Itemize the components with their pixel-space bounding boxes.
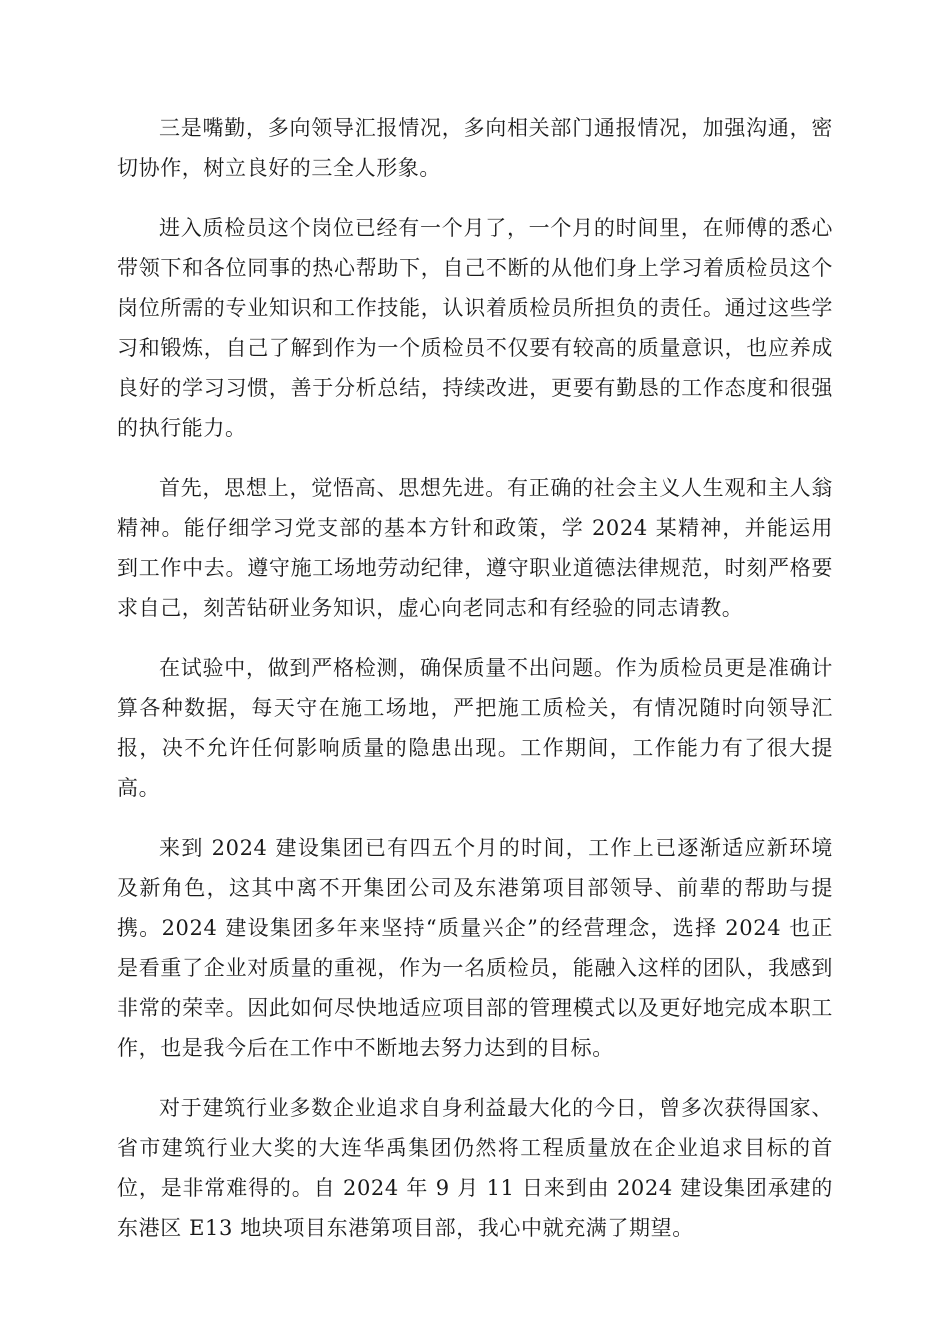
paragraph-2: 进入质检员这个岗位已经有一个月了，一个月的时间里，在师傅的悉心带领下和各位同事的热心帮助下，自己不断的从他们身上学习着质检员这个岗位所需的专业知识和工作技能，认识着质检员所担负的责任。通过这些学习和锻炼，自己了解到作为一个质检员不仅要有较高的质量意识，也应养成良好的学习习惯，善于分析总结，持续改进，更要有勤恳的工作态度和很强的执行能力。 bbox=[117, 216, 833, 440]
document-body bbox=[117, 108, 833, 1268]
paragraph-3: 首先，思想上，觉悟高、思想先进。有正确的社会主义人生观和主人翁精神。能仔细学习党支部的基本方针和政策，学 2024 某精神，并能运用到工作中去。遵守施工场地劳动纪律，遵守职业道德法律规范，时刻严格要求自己，刻苦钻研业务知识，虚心向老同志和有经验的同志请教。 bbox=[117, 476, 833, 620]
paragraph-4: 在试验中，做到严格检测，确保质量不出问题。作为质检员更是准确计算各种数据，每天守在施工场地，严把施工质检关，有情况随时向领导汇报，决不允许任何影响质量的隐患出现。工作期间，工作能力有了很大提高。 bbox=[117, 656, 833, 800]
paragraph-5: 来到 2024 建设集团已有四五个月的时间，工作上已逐渐适应新环境及新角色，这其中离不开集团公司及东港第项目部领导、前辈的帮助与提携。2024 建设集团多年来坚持“质量兴企”的经营理念，选择 2024 也正是看重了企业对质量的重视，作为一名质检员，能融入这样的团队，我感到非常的荣幸。因此如何尽快地适应项目部的管理模式以及更好地完成本职工作，也是我今后在工作中不断地去努力达到的目标。 bbox=[117, 836, 833, 1060]
paragraph-6: 对于建筑行业多数企业追求自身利益最大化的今日，曾多次获得国家、省市建筑行业大奖的大连华禹集团仍然将工程质量放在企业追求目标的首位，是非常难得的。自 2024 年 9 月 11 日来到由 2024 建设集团承建的东港区 E13 地块项目东港第项目部，我心中就充满了期望。 bbox=[117, 1096, 833, 1240]
paragraph-1: 三是嘴勤，多向领导汇报情况，多向相关部门通报情况，加强沟通，密切协作，树立良好的三全人形象。 bbox=[117, 116, 833, 180]
